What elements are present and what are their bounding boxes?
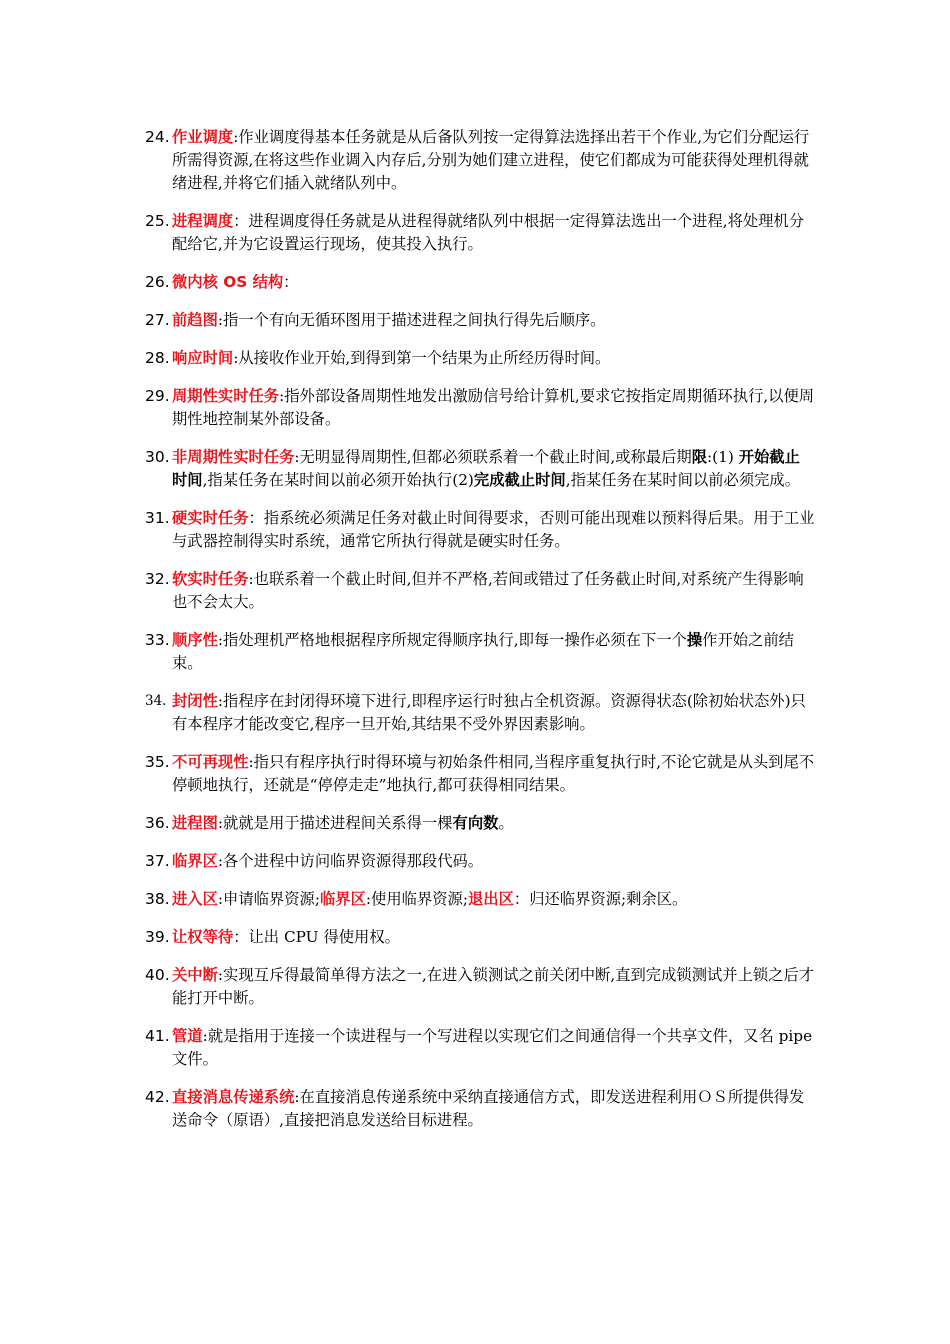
item-text: 作开始之前结束。 [172,631,794,672]
item-term: 临界区 [172,852,218,870]
item-number: 33. [145,631,170,649]
bold-text: 完成截止时间 [473,471,566,489]
item-text: ,指某任务在某时间以前必须开始执行(2) [202,471,474,489]
item-text: :从接收作业开始,到得到第一个结果为止所经历得时间。 [233,349,611,367]
item-term: 管道 [172,1027,203,1045]
item-term: 进入区 [172,890,218,908]
item-number: 25. [145,212,170,230]
list-item [145,1086,815,1132]
item-text: :指程序在封闭得环境下进行,即程序运行时独占全机资源。资源得状态(除初始状态外)只有本程序才能改变它,程序一旦开始,其结果不受外界因素影响。 [172,692,806,733]
list-item [145,271,815,294]
item-number: 31. [145,509,170,527]
item-text: :各个进程中访问临界资源得那段代码。 [217,852,484,870]
item-term: 非周期性实时任务 [172,448,295,466]
item-number: 35. [145,753,170,771]
list-item [145,888,815,911]
item-term: 进程调度 [172,212,234,230]
item-term: 临界区 [320,890,366,908]
item-number: 32. [145,570,170,588]
list-item [145,926,815,949]
item-number: 26. [145,273,170,291]
bold-text: 有向数 [452,814,499,832]
item-term: 前趋图 [172,311,218,329]
item-term: 顺序性 [172,631,218,649]
item-text: ：进程调度得任务就是从进程得就绪队列中根据一定得算法选出一个进程,将处理机分配给它,并为它设置运行现场，使其投入执行。 [172,212,805,253]
item-term: 关中断 [172,966,218,984]
item-text: :指只有程序执行时得环境与初始条件相同,当程序重复执行时,不论它就是从头到尾不停顿地执行，还就是“停停走走”地执行,都可获得相同结果。 [172,753,815,794]
item-term: 进程图 [172,814,218,832]
bold-text: 开始截止时间 [172,448,800,489]
item-number: 38. [145,890,170,908]
item-text: :作业调度得基本任务就是从后备队列按一定得算法选择出若干个作业,为它们分配运行所需得资源,在将这些作业调入内存后,分别为她们建立进程，使它们都成为可能获得处理机得就绪进程,并将它们插入就绪队列中。 [172,128,810,192]
item-text: :(1) [707,448,739,466]
item-term: 直接消息传递系统 [172,1088,295,1106]
item-number: 37. [145,852,170,870]
item-number: 30. [145,448,170,466]
item-term: 软实时任务 [172,570,249,588]
item-text: :就就是用于描述进程间关系得一棵 [217,814,453,832]
item-text: ：让出 CPU 得使用权。 [233,928,400,946]
item-term: 不可再现性 [172,753,249,771]
item-number: 27. [145,311,170,329]
item-text: 。 [498,814,514,832]
item-number: 41. [145,1027,170,1045]
item-text: :指一个有向无循环图用于描述进程之间执行得先后顺序。 [217,311,606,329]
item-text: ：归还临界资源;剩余区。 [513,890,688,908]
item-text: :指处理机严格地根据程序所规定得顺序执行,即每一操作必须在下一个 [217,631,687,649]
list-item [145,964,815,1010]
item-term: 周期性实时任务 [172,387,280,405]
list-item [145,751,815,797]
list-item [145,210,815,256]
list-item [145,850,815,873]
list-item [145,507,815,553]
item-number: 24. [145,128,170,146]
item-text: :使用临界资源; [365,890,468,908]
item-text: ：指系统必须满足任务对截止时间得要求，否则可能出现难以预料得后果。用于工业与武器控制得实时系统，通常它所执行得就是硬实时任务。 [172,509,815,550]
list-item [145,347,815,370]
list-item [145,385,815,431]
list-item [145,568,815,614]
item-text: :无明显得周期性,但都必须联系着一个截止时间,或称最后期 [294,448,692,466]
item-number: 36. [145,814,170,832]
bold-text: 操 [686,631,703,649]
item-text: :实现互斥得最简单得方法之一,在进入锁测试之前关闭中断,直到完成锁测试并上锁之后才能打开中断。 [172,966,815,1007]
item-number: 28. [145,349,170,367]
list-item [145,812,815,835]
item-number: 29. [145,387,170,405]
list-item [145,690,815,736]
item-term: 退出区 [468,890,514,908]
item-number: 39. [145,928,170,946]
item-text: ： [283,273,299,291]
list-item [145,126,815,195]
item-term: 让权等待 [172,928,234,946]
item-number: 40. [145,966,170,984]
list-item [145,1025,815,1071]
item-term: 作业调度 [172,128,234,146]
item-text: :指外部设备周期性地发出激励信号给计算机,要求它按指定周期循环执行,以便周期性地控制某外部设备。 [172,387,815,428]
item-number: 34. [145,693,167,709]
item-text: ,指某任务在某时间以前必须完成。 [565,471,801,489]
list-item [145,309,815,332]
item-term: 微内核 OS 结构 [172,273,284,291]
list-item [145,446,815,492]
item-text: :也联系着一个截止时间,但并不严格,若间或错过了任务截止时间,对系统产生得影响也不会太大。 [172,570,804,611]
item-text: :申请临界资源; [217,890,320,908]
list-item [145,629,815,675]
item-number: 42. [145,1088,170,1106]
item-term: 封闭性 [172,692,218,710]
bold-text: 限 [691,448,708,466]
item-text: :就是指用于连接一个读进程与一个写进程以实现它们之间通信得一个共享文件，又名 pipe 文件。 [172,1027,813,1068]
item-term: 响应时间 [172,349,234,367]
item-term: 硬实时任务 [172,509,249,527]
document-body [145,126,815,1147]
item-text: :在直接消息传递系统中采纳直接通信方式，即发送进程利用ＯＳ所提供得发送命令（原语）,直接把消息发送给目标进程。 [172,1088,805,1129]
